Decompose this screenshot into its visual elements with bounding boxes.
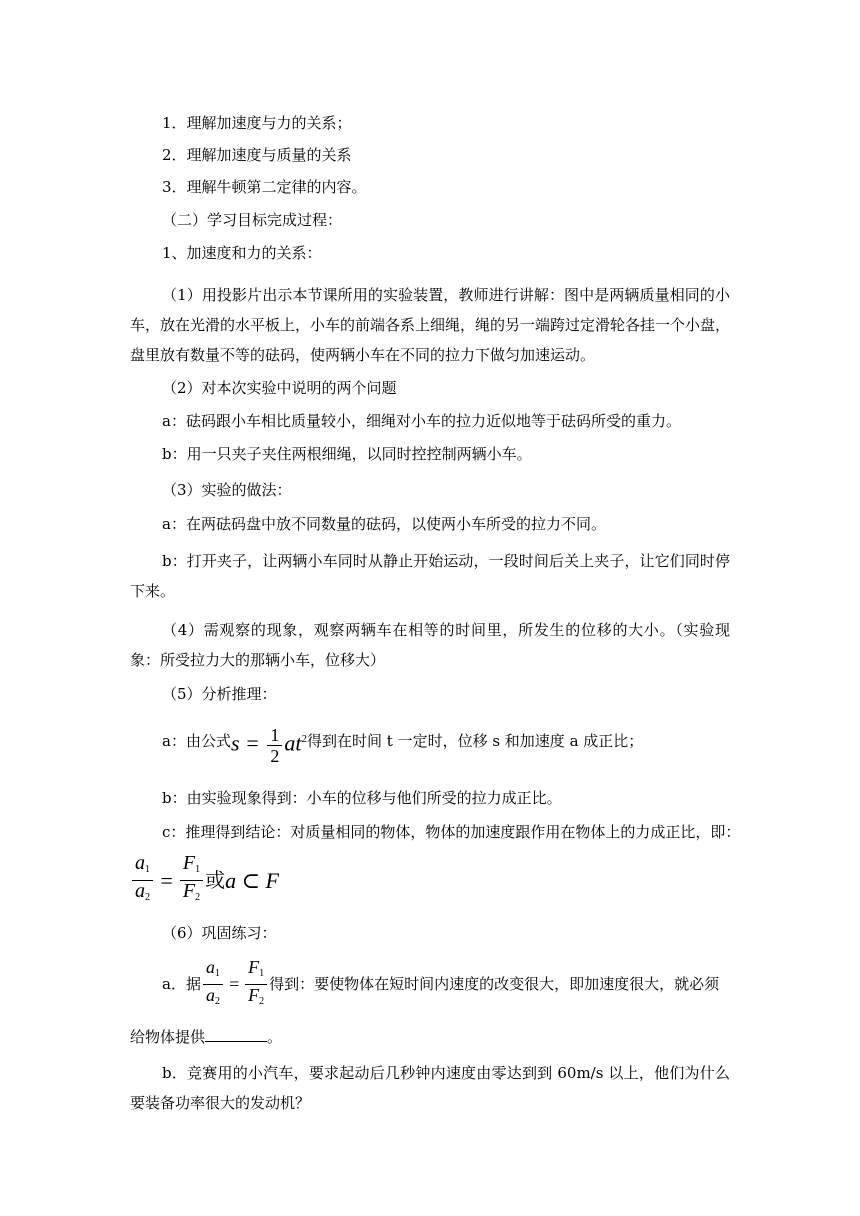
proportion-formula: $\frac{a_1}{a_2}$ = $\frac{F_1}{F_2}$ 或 a ⊂ F xyxy=(130,852,730,908)
step1-paragraph: （1）用投影片出示本节课所用的实验装置，教师进行讲解：图中是两辆质量相同的小车，放在光滑的水平板上，小车的前端各系上细绳，绳的另一端跨过定滑轮各挂一个小盘，盘里放有数量不等的砝码，使两辆小车在不同的拉力下做匀加速运动。 xyxy=(130,286,731,364)
goal-3: 3．理解牛顿第二定律的内容。 xyxy=(162,178,367,196)
step6-a-suffix: 得到：要使物体在短时间内速度的改变很大，即加速度很大，就必须 xyxy=(269,974,720,993)
step2-a: a：砝码跟小车相比质量较小，细绳对小车的拉力近似地等于砝码所受的重力。 xyxy=(162,412,681,430)
formula-or: 或 xyxy=(205,867,226,892)
step3-a: a：在两砝码盘中放不同数量的砝码，以使两小车所受的拉力不同。 xyxy=(162,515,606,533)
step6-a-line2-text: 给物体提供 xyxy=(130,1028,206,1046)
subsection-title: 1、加速度和力的关系： xyxy=(162,244,322,262)
goal-1: 1．理解加速度与力的关系； xyxy=(162,114,352,132)
step5-a-prefix: a：由公式 xyxy=(162,732,231,750)
step6-b: b．竞赛用的小汽车，要求起动后几秒钟内速度由零达到到 60m/s 以上，他们为什么要装备功率很大的发动机？ xyxy=(130,1064,730,1112)
step3-b: b：打开夹子，让两辆小车同时从静止开始运动，一段时间后关上夹子，让它们同时停下来。 xyxy=(130,552,730,600)
step6-a-prefix: a．据 xyxy=(162,974,201,993)
step5-b: b：由实验现象得到：小车的位移与他们所受的拉力成正比。 xyxy=(162,789,562,807)
step5-a-suffix: 得到在时间 t 一定时，位移 s 和加速度 a 成正比； xyxy=(307,732,644,750)
step6-a-end: 。 xyxy=(267,1028,283,1046)
step4-paragraph: （4）需观察的现象，观察两辆车在相等的时间里，所发生的位移的大小。（实验现象：所受拉力大的那辆小车，位移大） xyxy=(130,621,730,669)
goal-2: 2．理解加速度与质量的关系 xyxy=(162,146,352,164)
step2-b: b：用一只夹子夹住两根细绳，以同时控控制两辆小车。 xyxy=(162,445,532,463)
step2-title: （2）对本次实验中说明的两个问题 xyxy=(162,379,397,397)
step3-title: （3）实验的做法： xyxy=(162,481,292,499)
answer-blank[interactable] xyxy=(205,1027,267,1042)
step5-a xyxy=(162,716,762,766)
step5-title: （5）分析推理： xyxy=(162,685,277,703)
step6-a: a．据 $\frac{a_1}{a_2}$ = $\frac{F_1}{F_2}$ 得到：要使物体在短时间内速度的改变很大，即加速度很大，就必须 xyxy=(162,956,720,1007)
kinematics-formula: s = $\frac{1}{2}$ $at^2$ xyxy=(230,724,307,766)
step5-c: c：推理得到结论：对质量相同的物体，物体的加速度跟作用在物体上的力成正比，即： xyxy=(162,823,741,841)
step6-title: （6）巩固练习： xyxy=(162,924,277,942)
step6-a-line2 xyxy=(130,1025,730,1050)
section-title: （二）学习目标完成过程： xyxy=(162,211,343,229)
